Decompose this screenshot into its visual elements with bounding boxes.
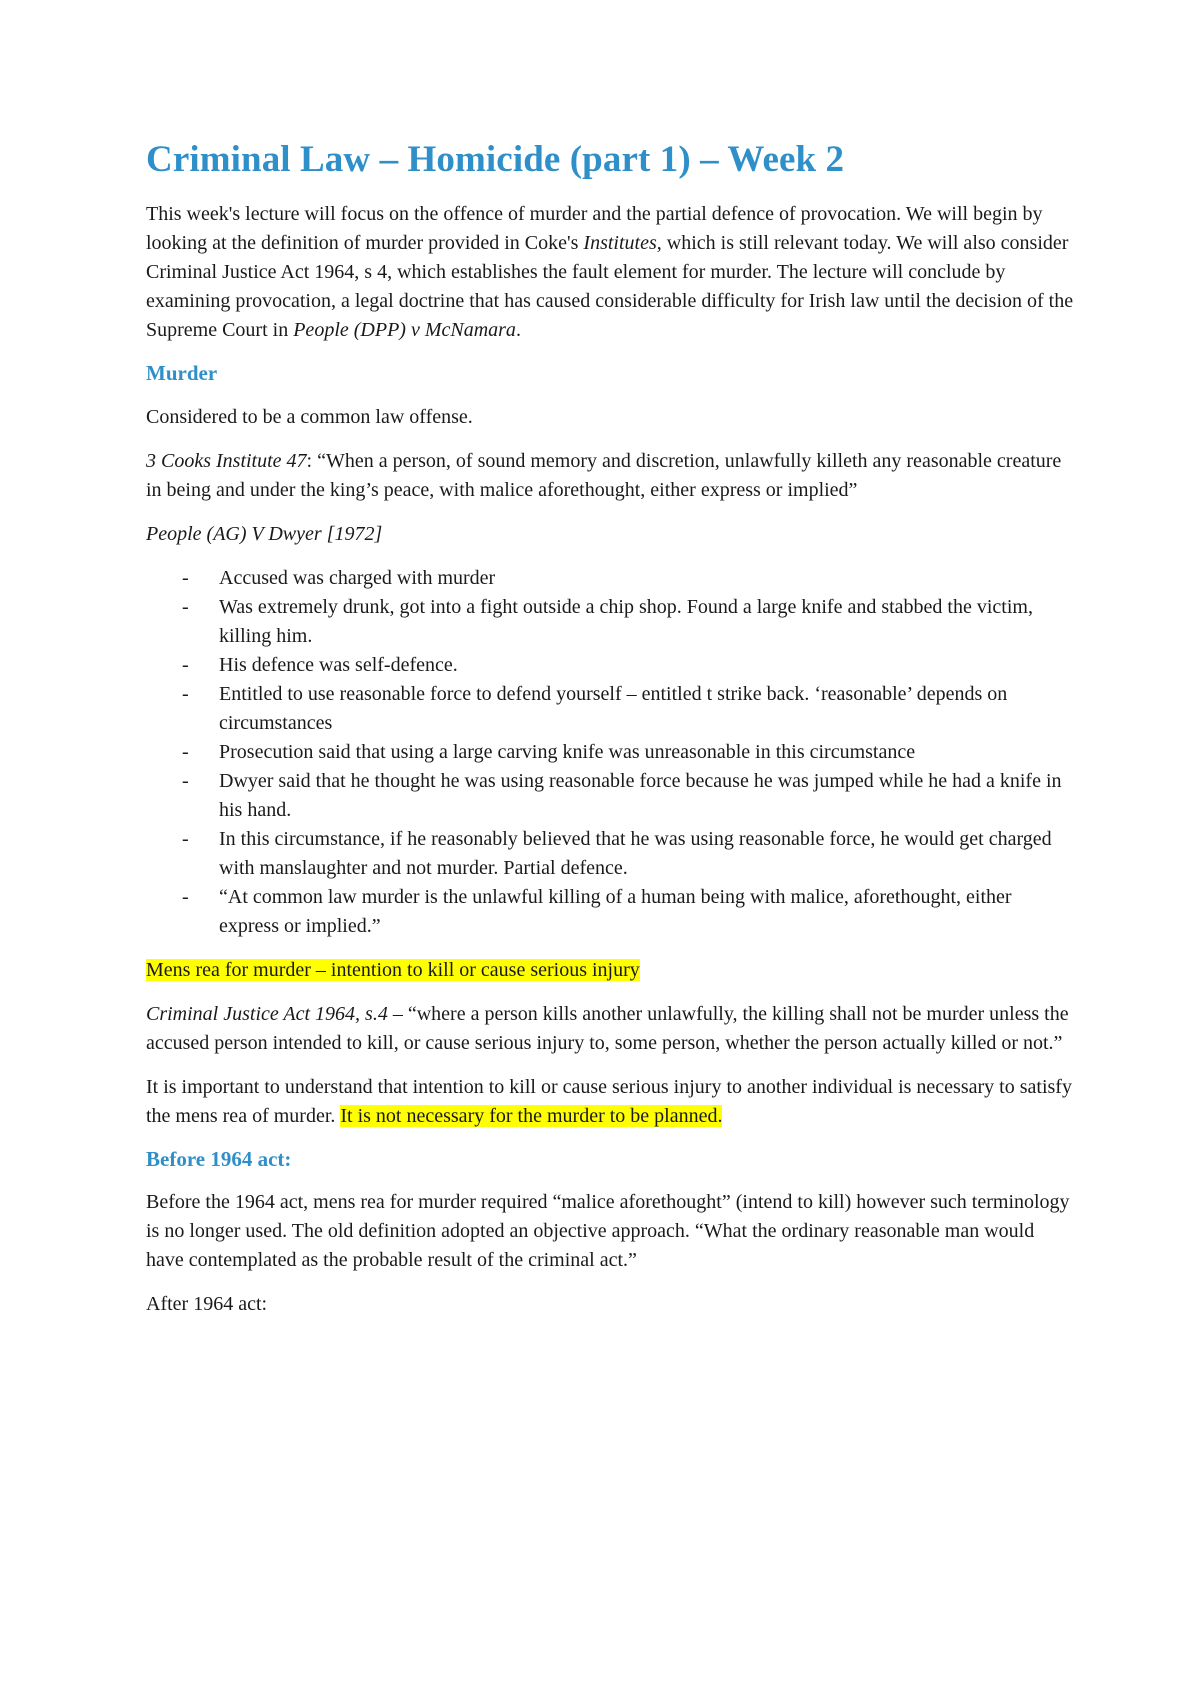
intro-paragraph bbox=[146, 200, 1076, 345]
common-law-paragraph: Considered to be a common law offense. bbox=[146, 405, 473, 428]
heading-before-1964: Before 1964 act: bbox=[146, 1146, 292, 1171]
list-item: - Prosecution said that using a large carving knife was unreasonable in this circumstance bbox=[219, 738, 1076, 767]
important-paragraph bbox=[146, 1073, 1076, 1131]
document-body bbox=[146, 138, 1076, 1334]
list-item: - Dwyer said that he thought he was using reasonable force because he was jumped while he had a knife in his hand. bbox=[219, 767, 1076, 825]
coke-citation: 3 Cooks Institute 47 bbox=[146, 449, 307, 472]
cja-quote: – “where a person kills another unlawfully, the killing shall not be murder unless the accused person intended to kill, or cause serious injury to, some person, whether the person actually killed or not.” bbox=[146, 1002, 1069, 1054]
coke-paragraph bbox=[146, 447, 1076, 505]
list-item: - His defence was self-defence. bbox=[219, 651, 1076, 680]
list-item: - “At common law murder is the unlawful killing of a human being with malice, aforethought, either express or implied.” bbox=[219, 883, 1076, 941]
heading-murder: Murder bbox=[146, 361, 218, 386]
planned-highlight: It is not necessary for the murder to be planned. bbox=[340, 1104, 723, 1127]
list-item: - Entitled to use reasonable force to defend yourself – entitled t strike back. ‘reasonable’ depends on circumstances bbox=[219, 680, 1076, 738]
intro-case: People (DPP) v McNamara bbox=[293, 319, 516, 342]
list-item: - Was extremely drunk, got into a fight outside a chip shop. Found a large knife and stabbed the victim, killing him. bbox=[219, 593, 1076, 651]
mens-rea-highlight: Mens rea for murder – intention to kill or cause serious injury bbox=[146, 958, 640, 981]
mens-rea-paragraph bbox=[146, 956, 1076, 985]
intro-text-1: This week's lecture will focus on the offence of murder and the partial defence of provocation. We will begin by looking at the definition of murder provided in Coke's bbox=[146, 203, 1043, 255]
before-1964-paragraph: Before the 1964 act, mens rea for murder required “malice aforethought” (intend to kill) however such terminology is no longer used. The old definition adopted an objective approach. “What the ordinary reasonable man would have contemplated as the probable result of the criminal act.” bbox=[146, 1190, 1070, 1271]
list-item: - Accused was charged with murder bbox=[219, 564, 1076, 593]
page-title: Criminal Law – Homicide (part 1) – Week 2 bbox=[146, 139, 845, 180]
coke-quote: : “When a person, of sound memory and discretion, unlawfully killeth any reasonable creature in being and under the king’s peace, with malice aforethought, either express or implied” bbox=[146, 449, 1062, 501]
intro-text-3: . bbox=[515, 319, 521, 342]
important-text: It is important to understand that intention to kill or cause serious injury to another individual is necessary to satisfy the mens rea of murder. bbox=[146, 1075, 1072, 1127]
after-1964-paragraph: After 1964 act: bbox=[146, 1292, 268, 1315]
case-name: People (AG) V Dwyer [1972] bbox=[146, 522, 383, 545]
dwyer-bullet-list bbox=[146, 564, 1076, 941]
cja-citation: Criminal Justice Act 1964, s.4 bbox=[146, 1002, 388, 1025]
intro-institutes: Institutes, bbox=[583, 232, 662, 255]
list-item: - In this circumstance, if he reasonably believed that he was using reasonable force, he would get charged with manslaughter and not murder. Partial defence. bbox=[219, 825, 1076, 883]
intro-text-2: which is still relevant today. We will also consider Criminal Justice Act 1964, s 4, which establishes the fault element for murder. The lecture will conclude by examining provocation, a legal doctrine that has caused considerable difficulty for Irish law until the decision of the Supreme Court in bbox=[146, 232, 1074, 342]
cja-paragraph bbox=[146, 1000, 1076, 1058]
